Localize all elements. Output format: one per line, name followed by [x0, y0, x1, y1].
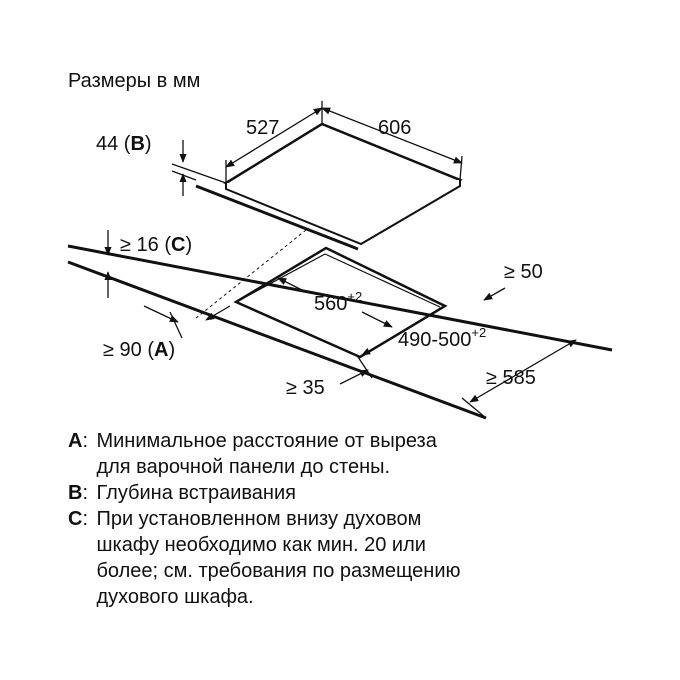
dim-90-label: ≥ 90 (A): [103, 339, 176, 361]
dim-490-500-label: $490-500^{+2}$: [398, 325, 487, 351]
dim-35-leader: [340, 370, 368, 384]
legend-key: C: [68, 508, 83, 530]
legend-line: духового шкафа.: [96, 586, 254, 608]
legend-item-c: C : При установленном внизу духовом шкафу необходимо как мин. 20 или более; см. требования по размещению духового шкафа.: [68, 506, 668, 610]
dim-50-leader: [484, 288, 505, 300]
legend-item-a: A : Минимальное расстояние от выреза для варочной панели до стены.: [68, 428, 668, 480]
legend-line: Минимальное расстояние от выреза: [96, 430, 437, 452]
dim-527-label: 527: [246, 117, 280, 139]
dim-50-label: ≥ 50: [504, 261, 543, 283]
dim-585-label: ≥ 585: [486, 367, 536, 389]
legend-line: для варочной панели до стены.: [96, 456, 391, 478]
legend-line: Глубина встраивания: [96, 482, 296, 504]
dim-16-label: ≥ 16 (C): [120, 234, 193, 256]
legend-key: A: [68, 430, 83, 452]
legend-line: шкафу необходимо как мин. 20 или: [96, 534, 426, 556]
legend-line: более; см. требования по размещению: [96, 560, 461, 582]
cooktop: [196, 124, 460, 249]
legend-item-b: B : Глубина встраивания: [68, 480, 668, 506]
dim-560-arrow-right: [362, 312, 392, 327]
legend-line: При установленном внизу духовом: [96, 508, 422, 530]
legend: [68, 428, 668, 610]
legend-key: B: [68, 482, 83, 504]
dim-606-label: 606: [378, 117, 412, 139]
dim-560-label: $560^{+2}$: [314, 289, 363, 315]
diagram-title: Размеры в мм: [68, 70, 201, 92]
dim-490-leader: [362, 336, 396, 355]
dim-35-label: ≥ 35: [286, 377, 325, 399]
dim-44-label: 44 (B): [96, 133, 152, 155]
